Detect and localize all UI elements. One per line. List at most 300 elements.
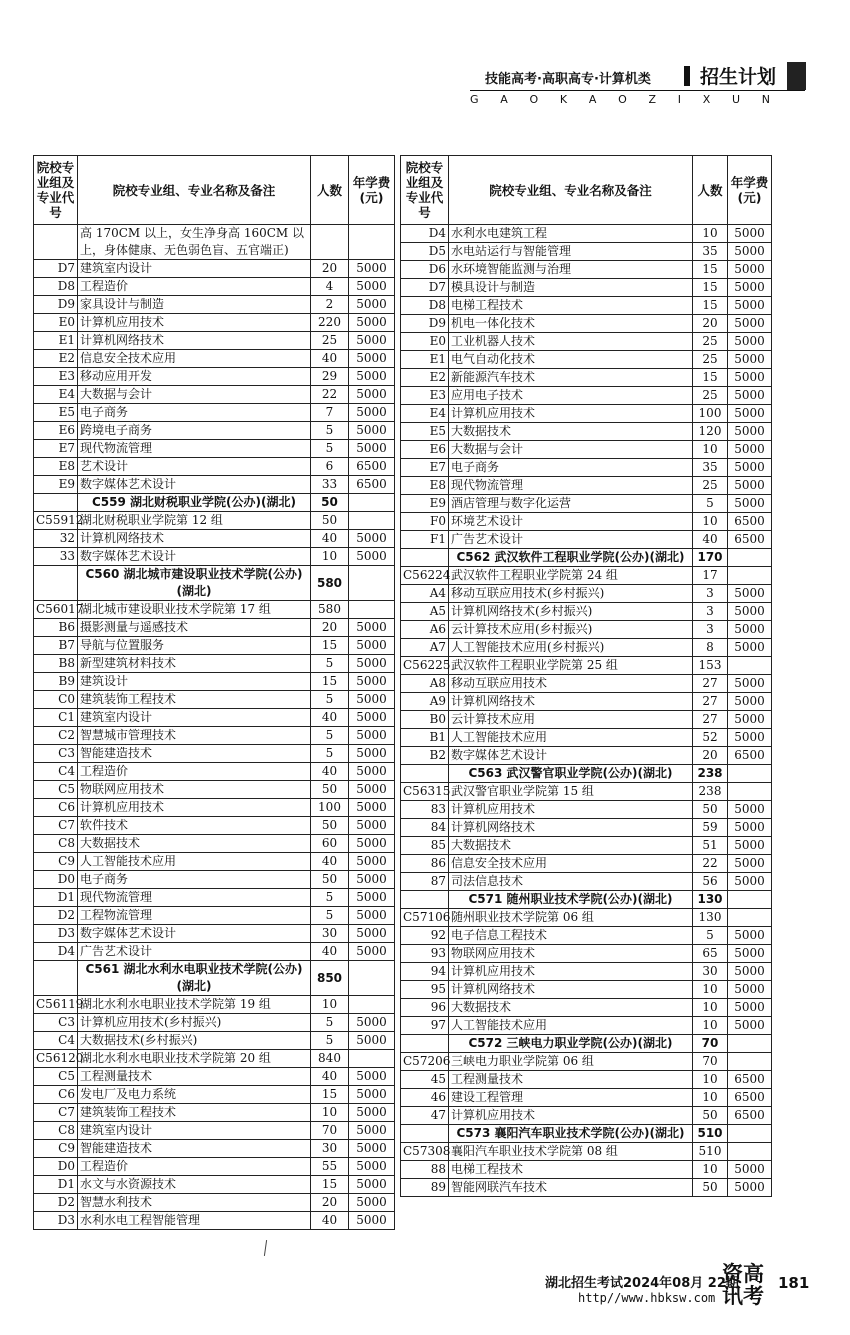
table-row	[34, 1104, 395, 1122]
table-row	[401, 945, 772, 963]
plan-table-left	[33, 155, 395, 1230]
table-row	[34, 278, 395, 296]
count-cell: 15	[311, 673, 349, 691]
code-cell: D6	[401, 261, 449, 279]
code-cell	[34, 566, 78, 601]
name-cell: 湖北水利水电职业技术学院第 19 组	[78, 996, 311, 1014]
count-cell: 40	[311, 709, 349, 727]
count-cell: 52	[693, 729, 728, 747]
count-cell: 27	[693, 675, 728, 693]
count-cell: 10	[693, 441, 728, 459]
fee-cell	[349, 1050, 395, 1068]
table-row	[34, 1086, 395, 1104]
table-row	[401, 351, 772, 369]
fee-cell	[728, 765, 772, 783]
code-cell: B1	[401, 729, 449, 747]
table-row	[34, 619, 395, 637]
name-cell: C560 湖北城市建设职业技术学院(公办)(湖北)	[78, 566, 311, 601]
fee-cell: 5000	[349, 781, 395, 799]
table-row	[34, 996, 395, 1014]
name-cell: 电梯工程技术	[449, 1161, 693, 1179]
count-cell: 20	[311, 619, 349, 637]
name-cell: 计算机应用技术	[449, 963, 693, 981]
fee-cell: 5000	[728, 297, 772, 315]
name-cell: 人工智能技术应用	[449, 1017, 693, 1035]
name-cell: 武汉软件工程职业学院第 24 组	[449, 567, 693, 585]
table-row	[401, 567, 772, 585]
fee-cell	[349, 601, 395, 619]
corner-block	[787, 62, 806, 90]
name-cell: 水文与水资源技术	[78, 1176, 311, 1194]
code-cell: A8	[401, 675, 449, 693]
name-cell: 智能建造技术	[78, 1140, 311, 1158]
fee-cell: 5000	[728, 711, 772, 729]
fee-cell: 5000	[349, 1032, 395, 1050]
fee-cell: 5000	[349, 386, 395, 404]
name-cell: 随州职业技术学院第 06 组	[449, 909, 693, 927]
count-cell: 10	[311, 1104, 349, 1122]
code-cell	[401, 765, 449, 783]
fee-cell: 5000	[728, 1161, 772, 1179]
table-row	[401, 1089, 772, 1107]
table-row	[401, 531, 772, 549]
col-code-header: 院校专业组及专业代号	[34, 156, 78, 225]
code-cell: E6	[34, 422, 78, 440]
count-cell: 840	[311, 1050, 349, 1068]
fee-cell	[349, 225, 395, 260]
table-row	[34, 691, 395, 709]
table-row	[401, 855, 772, 873]
count-cell: 5	[311, 655, 349, 673]
count-cell: 153	[693, 657, 728, 675]
table-row	[34, 655, 395, 673]
code-cell: C57206	[401, 1053, 449, 1071]
count-cell: 510	[693, 1125, 728, 1143]
name-cell: 现代物流管理	[78, 440, 311, 458]
name-cell: 电子商务	[449, 459, 693, 477]
name-cell: 移动互联应用技术(乡村振兴)	[449, 585, 693, 603]
count-cell: 40	[311, 1212, 349, 1230]
name-cell: 计算机网络技术	[78, 530, 311, 548]
table-row	[401, 729, 772, 747]
name-cell: 大数据技术	[449, 999, 693, 1017]
fee-cell: 5000	[349, 368, 395, 386]
table-row	[34, 727, 395, 745]
count-cell: 50	[693, 1107, 728, 1125]
table-row	[401, 495, 772, 513]
table-row	[401, 1017, 772, 1035]
fee-cell: 6500	[728, 1071, 772, 1089]
name-cell: 智慧水利技术	[78, 1194, 311, 1212]
fee-cell: 5000	[728, 873, 772, 891]
name-cell: 武汉警官职业学院第 15 组	[449, 783, 693, 801]
count-cell: 7	[311, 404, 349, 422]
table-row	[34, 601, 395, 619]
school-row	[401, 765, 772, 783]
fee-cell: 5000	[728, 477, 772, 495]
table-row	[401, 747, 772, 765]
count-cell: 20	[311, 260, 349, 278]
name-cell: 水环境智能监测与治理	[449, 261, 693, 279]
fee-cell: 5000	[349, 799, 395, 817]
name-cell: C572 三峡电力职业学院(公办)(湖北)	[449, 1035, 693, 1053]
table-row	[34, 440, 395, 458]
school-row	[401, 1125, 772, 1143]
name-cell: 电子商务	[78, 871, 311, 889]
name-cell: 大数据技术	[78, 835, 311, 853]
name-cell: 工程测量技术	[78, 1068, 311, 1086]
name-cell: 移动应用开发	[78, 368, 311, 386]
name-cell: 大数据技术(乡村振兴)	[78, 1032, 311, 1050]
footer-url[interactable]: http//www.hbksw.com	[578, 1291, 716, 1305]
table-row	[34, 260, 395, 278]
code-cell	[34, 225, 78, 260]
count-cell: 55	[311, 1158, 349, 1176]
count-cell: 30	[311, 1140, 349, 1158]
count-cell: 40	[311, 530, 349, 548]
code-cell: E1	[34, 332, 78, 350]
code-cell: B6	[34, 619, 78, 637]
footer-journal: 湖北招生考试2024年08月 22期	[545, 1276, 739, 1291]
fee-cell: 5000	[349, 835, 395, 853]
count-cell: 4	[311, 278, 349, 296]
count-cell: 20	[311, 1194, 349, 1212]
count-cell: 20	[693, 315, 728, 333]
code-cell: 87	[401, 873, 449, 891]
col-name-header: 院校专业组、专业名称及备注	[449, 156, 693, 225]
table-row	[401, 405, 772, 423]
fee-cell: 5000	[728, 675, 772, 693]
code-cell: C1	[34, 709, 78, 727]
name-cell: 电子商务	[78, 404, 311, 422]
name-cell: 大数据技术	[449, 837, 693, 855]
plan-table-right	[400, 155, 772, 1197]
code-cell: C6	[34, 799, 78, 817]
fee-cell: 6500	[349, 476, 395, 494]
code-cell: D9	[401, 315, 449, 333]
count-cell: 56	[693, 873, 728, 891]
name-cell: 计算机应用技术	[449, 405, 693, 423]
name-cell: 物联网应用技术	[78, 781, 311, 799]
table-row	[401, 711, 772, 729]
table-row	[34, 476, 395, 494]
fee-cell: 5000	[349, 1176, 395, 1194]
table-row	[34, 1212, 395, 1230]
fee-cell: 5000	[728, 945, 772, 963]
fee-cell: 5000	[728, 837, 772, 855]
header-letter: A	[500, 93, 508, 106]
table-row	[34, 1014, 395, 1032]
count-cell: 5	[311, 1032, 349, 1050]
fee-cell: 5000	[349, 422, 395, 440]
code-cell: E3	[34, 368, 78, 386]
count-cell: 35	[693, 243, 728, 261]
name-cell: 人工智能技术应用	[449, 729, 693, 747]
code-cell: C6	[34, 1086, 78, 1104]
count-cell: 15	[693, 279, 728, 297]
count-cell: 10	[693, 999, 728, 1017]
table-row	[34, 709, 395, 727]
count-cell: 15	[693, 297, 728, 315]
table-row	[401, 693, 772, 711]
table-row	[34, 404, 395, 422]
code-cell: F1	[401, 531, 449, 549]
fee-cell	[349, 494, 395, 512]
name-cell: 广告艺术设计	[449, 531, 693, 549]
table-row	[34, 1032, 395, 1050]
code-cell: 47	[401, 1107, 449, 1125]
name-cell: 软件技术	[78, 817, 311, 835]
code-cell: C56315	[401, 783, 449, 801]
table-row	[401, 783, 772, 801]
code-cell: C3	[34, 745, 78, 763]
fee-cell: 5000	[728, 423, 772, 441]
name-cell: 智能网联汽车技术	[449, 1179, 693, 1197]
fee-cell	[728, 1125, 772, 1143]
table-row	[34, 889, 395, 907]
name-cell: 计算机应用技术	[78, 314, 311, 332]
fee-cell: 5000	[728, 729, 772, 747]
fee-cell	[728, 891, 772, 909]
header-letter: I	[677, 93, 681, 106]
fee-cell: 5000	[349, 1140, 395, 1158]
code-cell: C8	[34, 1122, 78, 1140]
fee-cell: 5000	[728, 855, 772, 873]
name-cell: 数字媒体艺术设计	[78, 548, 311, 566]
table-row	[401, 675, 772, 693]
fee-cell: 5000	[349, 548, 395, 566]
code-cell: C4	[34, 763, 78, 781]
table-row	[401, 225, 772, 243]
name-cell: 大数据与会计	[78, 386, 311, 404]
code-cell: B7	[34, 637, 78, 655]
name-cell: 司法信息技术	[449, 873, 693, 891]
count-cell: 5	[311, 745, 349, 763]
school-row	[401, 891, 772, 909]
col-fee-header: 年学费(元)	[728, 156, 772, 225]
table-row	[34, 314, 395, 332]
journal-logo: 资高讯考	[722, 1261, 764, 1308]
table-row	[401, 333, 772, 351]
code-cell: D2	[34, 907, 78, 925]
name-cell: 摄影测量与遥感技术	[78, 619, 311, 637]
count-cell: 40	[311, 350, 349, 368]
count-cell: 5	[311, 907, 349, 925]
table-row	[34, 871, 395, 889]
code-cell: E9	[401, 495, 449, 513]
fee-cell: 5000	[728, 801, 772, 819]
fee-cell: 5000	[728, 981, 772, 999]
code-cell: 86	[401, 855, 449, 873]
table-row	[34, 350, 395, 368]
col-fee-header: 年学费(元)	[349, 156, 395, 225]
table-row	[34, 386, 395, 404]
code-cell: C5	[34, 781, 78, 799]
count-cell: 50	[311, 871, 349, 889]
count-cell: 30	[693, 963, 728, 981]
table-row	[401, 981, 772, 999]
count-cell: 10	[693, 1017, 728, 1035]
code-cell: 96	[401, 999, 449, 1017]
name-cell: 建筑装饰工程技术	[78, 1104, 311, 1122]
code-cell: C9	[34, 1140, 78, 1158]
header-title: 招生计划	[700, 66, 777, 88]
count-cell: 25	[693, 387, 728, 405]
code-cell: 97	[401, 1017, 449, 1035]
table-row	[401, 585, 772, 603]
name-cell: 水利水电建筑工程	[449, 225, 693, 243]
table-row	[401, 243, 772, 261]
count-cell: 35	[693, 459, 728, 477]
code-cell: D5	[401, 243, 449, 261]
code-cell: 88	[401, 1161, 449, 1179]
code-cell: D3	[34, 1212, 78, 1230]
name-cell: 水利水电工程智能管理	[78, 1212, 311, 1230]
table-row	[34, 225, 395, 260]
code-cell: 33	[34, 548, 78, 566]
table-row	[401, 999, 772, 1017]
name-cell: 数字媒体艺术设计	[78, 476, 311, 494]
name-cell: 云计算技术应用	[449, 711, 693, 729]
table-row	[34, 943, 395, 961]
table-row	[34, 673, 395, 691]
table-row	[401, 801, 772, 819]
name-cell: 武汉软件工程职业学院第 25 组	[449, 657, 693, 675]
count-cell: 51	[693, 837, 728, 855]
code-cell: A9	[401, 693, 449, 711]
name-cell: 移动互联应用技术	[449, 675, 693, 693]
count-cell: 50	[693, 1179, 728, 1197]
name-cell: 现代物流管理	[449, 477, 693, 495]
name-cell: 计算机网络技术	[449, 981, 693, 999]
fee-cell: 5000	[349, 440, 395, 458]
count-cell: 15	[311, 1086, 349, 1104]
fee-cell: 5000	[349, 763, 395, 781]
code-cell: E3	[401, 387, 449, 405]
name-cell: 环境艺术设计	[449, 513, 693, 531]
table-row	[34, 1122, 395, 1140]
count-cell: 5	[693, 495, 728, 513]
name-cell: 计算机网络技术	[449, 693, 693, 711]
header-letter: X	[702, 93, 711, 106]
fee-cell: 5000	[349, 691, 395, 709]
fee-cell: 5000	[349, 332, 395, 350]
table-row	[34, 422, 395, 440]
table-row	[34, 817, 395, 835]
fee-cell: 6500	[728, 531, 772, 549]
count-cell: 5	[311, 889, 349, 907]
count-cell: 20	[693, 747, 728, 765]
name-cell: 新能源汽车技术	[449, 369, 693, 387]
fee-cell: 5000	[728, 333, 772, 351]
table-row	[401, 261, 772, 279]
header-letter: A	[588, 93, 597, 106]
count-cell: 25	[693, 333, 728, 351]
count-cell: 60	[311, 835, 349, 853]
count-cell: 510	[693, 1143, 728, 1161]
fee-cell: 6500	[728, 747, 772, 765]
count-cell: 70	[693, 1053, 728, 1071]
count-cell: 50	[311, 781, 349, 799]
fee-cell: 5000	[728, 603, 772, 621]
name-cell: 水电站运行与智能管理	[449, 243, 693, 261]
table-row	[401, 1161, 772, 1179]
fee-cell: 5000	[349, 260, 395, 278]
code-cell: C57308	[401, 1143, 449, 1161]
count-cell: 50	[311, 494, 349, 512]
fee-cell: 5000	[349, 1122, 395, 1140]
code-cell: D8	[401, 297, 449, 315]
table-row	[401, 1053, 772, 1071]
code-cell: D3	[34, 925, 78, 943]
count-cell: 5	[311, 422, 349, 440]
fee-cell: 5000	[728, 999, 772, 1017]
count-cell: 40	[311, 853, 349, 871]
header-categories: 技能高考·高职高专·计算机类	[485, 72, 651, 87]
count-cell: 17	[693, 567, 728, 585]
school-row	[34, 494, 395, 512]
count-cell: 40	[311, 943, 349, 961]
count-cell: 5	[311, 440, 349, 458]
table-row	[34, 745, 395, 763]
count-cell: 580	[311, 566, 349, 601]
code-cell: C56119	[34, 996, 78, 1014]
fee-cell: 5000	[349, 1104, 395, 1122]
code-cell: 83	[401, 801, 449, 819]
code-cell: D7	[34, 260, 78, 278]
fee-cell: 5000	[349, 817, 395, 835]
table-row	[401, 1107, 772, 1125]
code-cell: D1	[34, 1176, 78, 1194]
code-cell: E4	[401, 405, 449, 423]
fee-cell: 5000	[349, 655, 395, 673]
code-cell: D8	[34, 278, 78, 296]
name-cell: 现代物流管理	[78, 889, 311, 907]
code-cell: C56224	[401, 567, 449, 585]
code-cell: B0	[401, 711, 449, 729]
fee-cell: 5000	[349, 871, 395, 889]
code-cell: D0	[34, 871, 78, 889]
code-cell	[34, 494, 78, 512]
code-cell: 93	[401, 945, 449, 963]
header-rule	[470, 90, 805, 91]
table-row	[34, 512, 395, 530]
name-cell: 大数据与会计	[449, 441, 693, 459]
name-cell: 物联网应用技术	[449, 945, 693, 963]
code-cell	[401, 891, 449, 909]
count-cell: 3	[693, 621, 728, 639]
fee-cell: 6500	[728, 1089, 772, 1107]
count-cell: 10	[693, 513, 728, 531]
name-cell: 电气自动化技术	[449, 351, 693, 369]
name-cell: C561 湖北水利水电职业技术学院(公办)(湖北)	[78, 961, 311, 996]
count-cell: 10	[311, 548, 349, 566]
count-cell: 10	[693, 225, 728, 243]
code-cell: B8	[34, 655, 78, 673]
header-letter: K	[559, 93, 568, 106]
count-cell: 15	[311, 637, 349, 655]
name-cell: 模具设计与制造	[449, 279, 693, 297]
header-letter: O	[529, 93, 539, 106]
table-row	[401, 657, 772, 675]
table-row	[34, 1140, 395, 1158]
col-count-header: 人数	[311, 156, 349, 225]
table-row	[401, 837, 772, 855]
count-cell: 5	[311, 691, 349, 709]
name-cell: 计算机应用技术	[78, 799, 311, 817]
count-cell: 40	[693, 531, 728, 549]
code-cell: C7	[34, 817, 78, 835]
